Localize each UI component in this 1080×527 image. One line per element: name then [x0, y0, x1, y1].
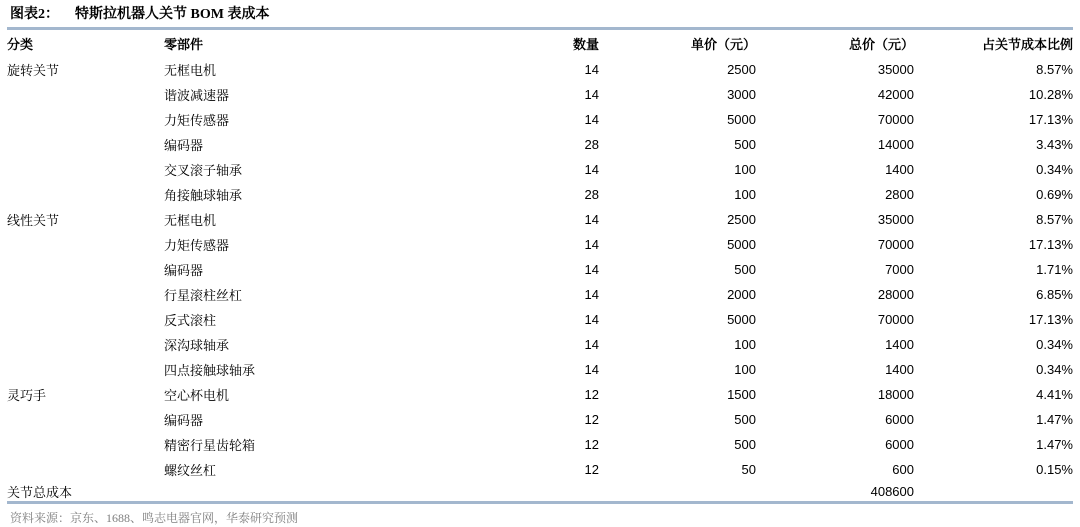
total-price-cell: 7000	[885, 262, 914, 277]
share-cell: 17.13%	[1028, 312, 1073, 327]
column-header-unit-price: 单价（元）	[690, 37, 756, 52]
category-cell	[7, 82, 164, 107]
table-row	[7, 257, 1073, 282]
qty-cell: 12	[584, 462, 599, 477]
total-price-cell: 6000	[885, 437, 914, 452]
footer-empty-cell	[599, 482, 756, 501]
category-cell	[7, 232, 164, 257]
qty-cell: 14	[584, 362, 599, 377]
category-cell	[7, 157, 164, 182]
table-row	[7, 232, 1073, 257]
table-row	[7, 432, 1073, 457]
unit-price-cell: 2500	[727, 62, 756, 77]
total-price-cell: 14000	[877, 137, 914, 152]
category-cell	[7, 457, 164, 482]
category-cell	[7, 307, 164, 332]
table-row	[7, 132, 1073, 157]
component-cell: 四点接触球轴承	[164, 363, 256, 378]
category-cell: 灵巧手	[7, 388, 47, 403]
table-row	[7, 182, 1073, 207]
figure-title	[10, 6, 1070, 23]
qty-cell: 14	[584, 62, 599, 77]
bom-table	[7, 30, 1073, 501]
footer-total-price: 408600	[870, 484, 914, 499]
qty-cell: 14	[584, 237, 599, 252]
total-price-cell: 28000	[877, 287, 914, 302]
qty-cell: 14	[584, 87, 599, 102]
share-cell: 1.47%	[1036, 437, 1073, 452]
total-price-cell: 35000	[877, 212, 914, 227]
unit-price-cell: 1500	[727, 387, 756, 402]
share-cell: 8.57%	[1036, 212, 1073, 227]
component-cell: 交叉滚子轴承	[164, 163, 243, 178]
share-cell: 0.34%	[1036, 337, 1073, 352]
share-cell: 1.71%	[1036, 262, 1073, 277]
unit-price-cell: 50	[741, 462, 756, 477]
total-price-cell: 42000	[877, 87, 914, 102]
total-price-cell: 1400	[885, 162, 914, 177]
unit-price-cell: 500	[734, 412, 756, 427]
total-price-cell: 18000	[877, 387, 914, 402]
unit-price-cell: 500	[734, 262, 756, 277]
table-row	[7, 57, 1073, 82]
share-cell: 0.34%	[1036, 162, 1073, 177]
component-cell: 无框电机	[164, 63, 217, 78]
qty-cell: 14	[584, 337, 599, 352]
figure-title-text: 特斯拉机器人关节 BOM 表成本	[75, 7, 270, 22]
unit-price-cell: 100	[734, 162, 756, 177]
table-row	[7, 107, 1073, 132]
total-price-cell: 35000	[877, 62, 914, 77]
share-cell: 17.13%	[1028, 237, 1073, 252]
total-price-cell: 2800	[885, 187, 914, 202]
total-price-cell: 1400	[885, 337, 914, 352]
unit-price-cell: 500	[734, 437, 756, 452]
component-cell: 深沟球轴承	[164, 338, 230, 353]
table-body	[7, 57, 1073, 482]
share-cell: 1.47%	[1036, 412, 1073, 427]
column-header-category: 分类	[7, 37, 34, 52]
component-cell: 谐波减速器	[164, 88, 230, 103]
table-row	[7, 407, 1073, 432]
component-cell: 编码器	[164, 413, 204, 428]
table-row	[7, 207, 1073, 232]
unit-price-cell: 100	[734, 337, 756, 352]
category-cell	[7, 107, 164, 132]
table-row	[7, 82, 1073, 107]
table-row	[7, 357, 1073, 382]
category-cell: 线性关节	[7, 213, 60, 228]
component-cell: 编码器	[164, 138, 204, 153]
bottom-divider-line	[7, 501, 1073, 504]
component-cell: 空心杯电机	[164, 388, 230, 403]
unit-price-cell: 100	[734, 362, 756, 377]
unit-price-cell: 100	[734, 187, 756, 202]
component-cell: 角接触球轴承	[164, 188, 243, 203]
share-cell: 3.43%	[1036, 137, 1073, 152]
unit-price-cell: 3000	[727, 87, 756, 102]
total-price-cell: 70000	[877, 112, 914, 127]
qty-cell: 28	[584, 137, 599, 152]
unit-price-cell: 5000	[727, 312, 756, 327]
category-cell	[7, 332, 164, 357]
unit-price-cell: 2000	[727, 287, 756, 302]
component-cell: 力矩传感器	[164, 238, 230, 253]
source-note: 资料来源：京东、1688、鸣志电器官网，华泰研究预测	[10, 511, 299, 525]
total-price-cell: 6000	[885, 412, 914, 427]
table-row	[7, 457, 1073, 482]
total-price-cell: 70000	[877, 312, 914, 327]
category-cell	[7, 432, 164, 457]
total-price-cell: 1400	[885, 362, 914, 377]
column-header-total-price: 总价（元）	[848, 37, 914, 52]
component-cell: 无框电机	[164, 213, 217, 228]
qty-cell: 28	[584, 187, 599, 202]
share-cell: 0.34%	[1036, 362, 1073, 377]
share-cell: 6.85%	[1036, 287, 1073, 302]
unit-price-cell: 5000	[727, 112, 756, 127]
table-row	[7, 382, 1073, 407]
column-header-qty: 数量	[572, 37, 599, 52]
category-cell	[7, 407, 164, 432]
figure-label: 图表2：	[10, 7, 59, 22]
total-price-cell: 600	[892, 462, 914, 477]
column-header-component: 零部件	[164, 37, 204, 52]
component-cell: 螺纹丝杠	[164, 463, 217, 478]
qty-cell: 12	[584, 437, 599, 452]
category-cell	[7, 282, 164, 307]
total-price-cell: 70000	[877, 237, 914, 252]
share-cell: 4.41%	[1036, 387, 1073, 402]
qty-cell: 12	[584, 387, 599, 402]
category-cell: 旋转关节	[7, 63, 60, 78]
category-cell	[7, 357, 164, 382]
share-cell: 8.57%	[1036, 62, 1073, 77]
qty-cell: 14	[584, 312, 599, 327]
share-cell: 0.15%	[1036, 462, 1073, 477]
category-cell	[7, 182, 164, 207]
qty-cell: 14	[584, 162, 599, 177]
footer-label: 关节总成本	[7, 485, 73, 500]
qty-cell: 14	[584, 287, 599, 302]
table-header-row	[7, 30, 1073, 57]
footer-empty-cell	[164, 482, 402, 501]
column-header-share: 占关节成本比例	[981, 37, 1073, 52]
qty-cell: 14	[584, 212, 599, 227]
share-cell: 10.28%	[1028, 87, 1073, 102]
category-cell	[7, 257, 164, 282]
category-cell	[7, 132, 164, 157]
share-cell: 0.69%	[1036, 187, 1073, 202]
unit-price-cell: 5000	[727, 237, 756, 252]
qty-cell: 14	[584, 112, 599, 127]
qty-cell: 14	[584, 262, 599, 277]
component-cell: 反式滚柱	[164, 313, 217, 328]
footer-empty-cell	[914, 482, 1073, 501]
component-cell: 编码器	[164, 263, 204, 278]
component-cell: 精密行星齿轮箱	[164, 438, 256, 453]
footer-empty-cell	[402, 482, 599, 501]
component-cell: 力矩传感器	[164, 113, 230, 128]
unit-price-cell: 2500	[727, 212, 756, 227]
table-row	[7, 157, 1073, 182]
component-cell: 行星滚柱丝杠	[164, 288, 243, 303]
table-footer-row	[7, 482, 1073, 501]
table-row	[7, 307, 1073, 332]
table-row	[7, 332, 1073, 357]
share-cell: 17.13%	[1028, 112, 1073, 127]
qty-cell: 12	[584, 412, 599, 427]
unit-price-cell: 500	[734, 137, 756, 152]
table-row	[7, 282, 1073, 307]
